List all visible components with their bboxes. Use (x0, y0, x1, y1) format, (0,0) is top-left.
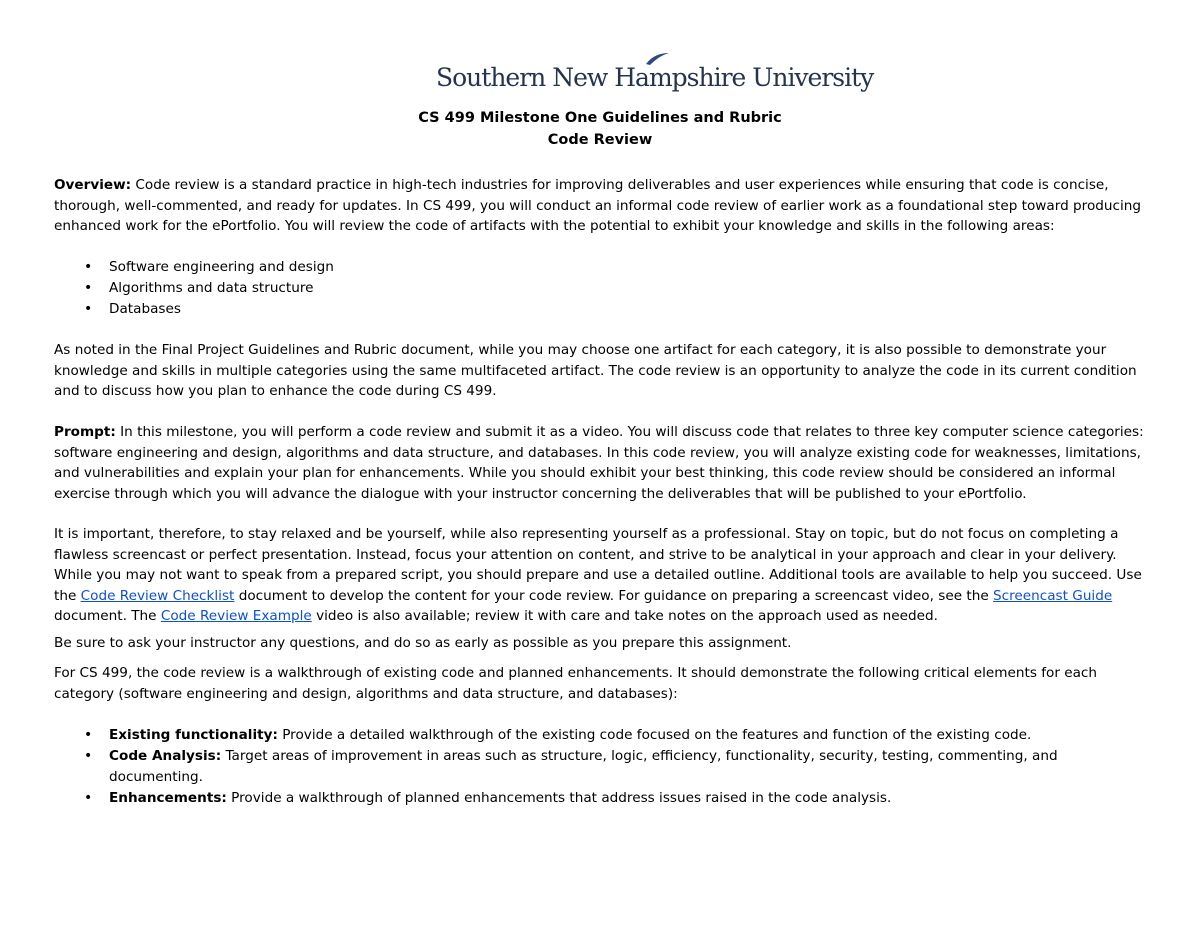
logo-swoosh-icon (644, 52, 670, 66)
important-text-d: video is also available; review it with care and take notes on the approach used as needed. (311, 608, 938, 625)
document-subtitle: Code Review (547, 132, 653, 148)
prompt-label: Prompt: (54, 424, 116, 440)
element-label: Code Analysis: (109, 748, 222, 764)
important-text-c: document. The (54, 608, 161, 625)
walkthrough-paragraph: For CS 499, the code review is a walkthrough of existing code and planned enhancements. It should demonstrate the following critical elements for each category (software engineering and design, algorithms and data structure, and databases): (54, 665, 1098, 702)
prompt-text: In this milestone, you will perform a code review and submit it as a video. You will discuss code that relates to three key computer science categories: software engineering and design, algorithms and data structure, and databases. In this code review, you will analyze existing code for weaknesses, limitations, and vulnerabilities and explain your plan for enhancements. While you should exhibit your best thinking, this code review should be considered an informal exercise through which you will advance the dialogue with your instructor concerning the deliverables that will be published to your ePortfolio. (54, 424, 1144, 502)
final-project-paragraph: As noted in the Final Project Guidelines and Rubric document, while you may choose one artifact for each category, it is also possible to demonstrate your knowledge and skills in multiple categories using the same multifaceted artifact. The code review is an opportunity to analyze the code in its current condition and to discuss how you plan to enhance the code during CS 499. (54, 342, 1137, 400)
element-text: Provide a walkthrough of planned enhancements that address issues raised in the code analysis. (226, 790, 892, 806)
overview-label: Overview: (54, 177, 132, 193)
code-review-example-link[interactable]: Code Review Example (160, 608, 312, 625)
list-item (54, 746, 1149, 788)
list-item: • Software engineering and design (54, 257, 1149, 278)
element-text: Target areas of improvement in areas such as structure, logic, efficiency, functionality, security, testing, commenting, and documenting. (109, 748, 1058, 785)
list-item: • Databases (54, 299, 1149, 320)
document-title: CS 499 Milestone One Guidelines and Rubric (418, 110, 782, 126)
ask-paragraph: Be sure to ask your instructor any questions, and do so as early as possible as you prepare this assignment. (54, 635, 792, 651)
important-paragraph (54, 524, 1149, 627)
areas-list (54, 257, 1149, 320)
snhu-logo (436, 52, 874, 96)
list-item: • Algorithms and data structure (54, 278, 1149, 299)
list-item (54, 788, 1149, 809)
element-label: Enhancements: (109, 790, 227, 806)
code-review-checklist-link[interactable]: Code Review Checklist (80, 587, 235, 604)
critical-elements-list (54, 725, 1149, 809)
element-text: Provide a detailed walkthrough of the existing code focused on the features and function of the existing code. (277, 727, 1032, 743)
important-text-b: document to develop the content for your code review. For guidance on preparing a screencast video, see the (234, 587, 994, 604)
element-label: Existing functionality: (109, 727, 278, 743)
prompt-paragraph (54, 422, 1149, 504)
important-text-a: It is important, therefore, to stay relaxed and be yourself, while also representing yourself as a professional. Stay on topic, but do not focus on completing a flawless screencast or perfect presentation. Instead, focus your attention on content, and strive to be analytical in your approach and clear in your delivery. While you may not want to speak from a prepared script, you should prepare and use a detailed outline. Additional tools are available to help you succeed. Use the (54, 526, 1142, 604)
screencast-guide-link[interactable]: Screencast Guide (993, 587, 1113, 604)
overview-text: Code review is a standard practice in high-tech industries for improving deliverables and user experiences while ensuring that code is concise, thorough, well-commented, and ready for updates. In CS 499, you will conduct an informal code review of earlier work as a foundational step toward producing enhanced work for the ePortfolio. You will review the code of artifacts with the potential to exhibit your knowledge and skills in the following areas: (54, 177, 1142, 235)
logo-wordmark: Southern New Hampshire University (436, 63, 874, 92)
overview-paragraph (54, 175, 1149, 237)
list-item (54, 725, 1149, 746)
